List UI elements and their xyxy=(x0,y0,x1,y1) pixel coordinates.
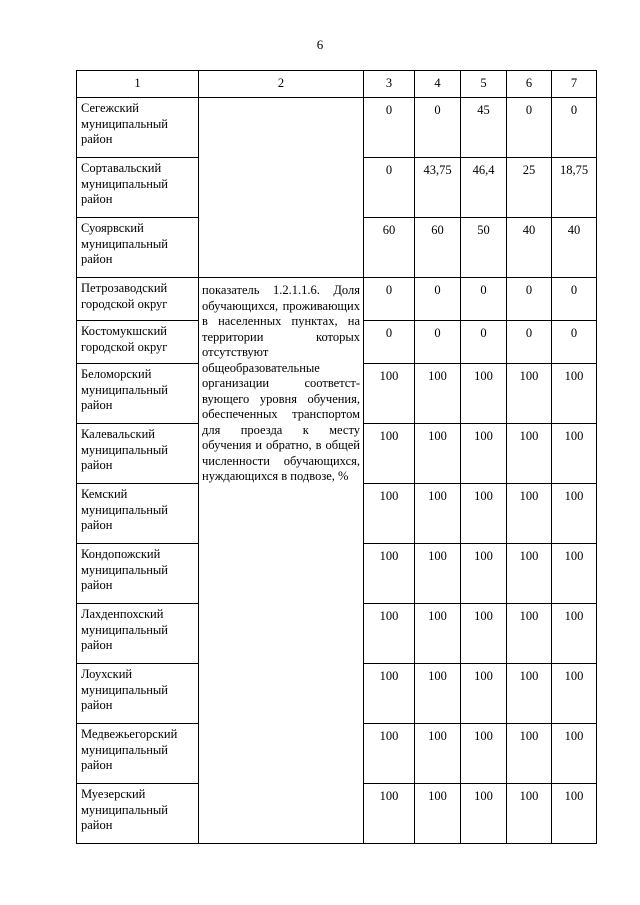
value-cell: 100 xyxy=(552,364,597,424)
value-cell: 0 xyxy=(461,278,507,321)
value-cell: 25 xyxy=(507,158,552,218)
table-row xyxy=(77,98,597,158)
value-cell: 100 xyxy=(364,604,415,664)
value-cell: 60 xyxy=(364,218,415,278)
value-cell: 100 xyxy=(461,664,507,724)
value-cell: 46,4 xyxy=(461,158,507,218)
value-cell: 100 xyxy=(552,484,597,544)
value-cell: 43,75 xyxy=(415,158,461,218)
table-row xyxy=(77,278,597,321)
region-name-cell: Сегежский муниципальный район xyxy=(77,98,199,158)
region-name-cell: Медвежьегорский муниципальный район xyxy=(77,724,199,784)
value-cell: 100 xyxy=(552,544,597,604)
value-cell: 100 xyxy=(507,424,552,484)
value-cell: 100 xyxy=(552,424,597,484)
page-number: 6 xyxy=(316,37,324,52)
value-cell: 100 xyxy=(552,724,597,784)
value-cell: 100 xyxy=(507,364,552,424)
value-cell: 40 xyxy=(507,218,552,278)
value-cell: 100 xyxy=(415,724,461,784)
value-cell: 100 xyxy=(415,424,461,484)
region-name-cell: Костомукшский городской округ xyxy=(77,321,199,364)
value-cell: 18,75 xyxy=(552,158,597,218)
value-cell: 0 xyxy=(364,278,415,321)
value-cell: 0 xyxy=(552,278,597,321)
column-header: 7 xyxy=(552,71,597,98)
value-cell: 100 xyxy=(364,364,415,424)
column-header: 4 xyxy=(415,71,461,98)
value-cell: 100 xyxy=(507,484,552,544)
value-cell: 100 xyxy=(461,364,507,424)
value-cell: 100 xyxy=(364,424,415,484)
table-header-row xyxy=(77,71,597,98)
value-cell: 50 xyxy=(461,218,507,278)
value-cell: 0 xyxy=(507,321,552,364)
value-cell: 0 xyxy=(415,278,461,321)
value-cell: 100 xyxy=(552,604,597,664)
value-cell: 0 xyxy=(364,321,415,364)
column-header: 1 xyxy=(77,71,199,98)
value-cell: 0 xyxy=(552,98,597,158)
column-header: 3 xyxy=(364,71,415,98)
region-name-cell: Лахденпохский муниципальный район xyxy=(77,604,199,664)
value-cell: 100 xyxy=(507,784,552,844)
value-cell: 0 xyxy=(461,321,507,364)
value-cell: 0 xyxy=(415,98,461,158)
value-cell: 100 xyxy=(507,544,552,604)
value-cell: 100 xyxy=(364,664,415,724)
value-cell: 100 xyxy=(552,784,597,844)
region-name-cell: Кондопожский муниципальный район xyxy=(77,544,199,604)
value-cell: 100 xyxy=(507,664,552,724)
value-cell: 100 xyxy=(415,784,461,844)
value-cell: 100 xyxy=(461,784,507,844)
value-cell: 100 xyxy=(461,484,507,544)
value-cell: 100 xyxy=(364,724,415,784)
value-cell: 100 xyxy=(364,484,415,544)
value-cell: 0 xyxy=(415,321,461,364)
region-name-cell: Суоярвский муниципальный район xyxy=(77,218,199,278)
indicator-description-cell: показатель 1.2.1.1.6. Доля обучающихся, проживающих в населенных пунктах, на территории которых отсутствуют общеобразовательные организации соответствующего уровня обучения, обеспеченных транспортом для проезда к месту обучения и обратно, в общей численности обучающихся, нуждающихся в подвозе, % xyxy=(199,278,364,844)
value-cell: 100 xyxy=(461,424,507,484)
value-cell: 0 xyxy=(364,98,415,158)
value-cell: 45 xyxy=(461,98,507,158)
value-cell: 100 xyxy=(415,484,461,544)
value-cell: 0 xyxy=(364,158,415,218)
region-name-cell: Сортавальский муниципальный район xyxy=(77,158,199,218)
column-header: 6 xyxy=(507,71,552,98)
value-cell: 100 xyxy=(461,544,507,604)
value-cell: 100 xyxy=(461,724,507,784)
value-cell: 0 xyxy=(507,98,552,158)
region-name-cell: Муезерский муниципальный район xyxy=(77,784,199,844)
value-cell: 100 xyxy=(364,784,415,844)
value-cell: 100 xyxy=(415,364,461,424)
value-cell: 0 xyxy=(552,321,597,364)
value-cell: 100 xyxy=(415,544,461,604)
value-cell: 60 xyxy=(415,218,461,278)
region-name-cell: Калевальский муниципальный район xyxy=(77,424,199,484)
value-cell: 40 xyxy=(552,218,597,278)
column-header: 5 xyxy=(461,71,507,98)
value-cell: 100 xyxy=(461,604,507,664)
region-name-cell: Беломорский муниципальный район xyxy=(77,364,199,424)
value-cell: 0 xyxy=(507,278,552,321)
value-cell: 100 xyxy=(415,604,461,664)
column-header: 2 xyxy=(199,71,364,98)
value-cell: 100 xyxy=(552,664,597,724)
region-name-cell: Кемский муниципальный район xyxy=(77,484,199,544)
empty-indicator-cell xyxy=(199,98,364,278)
value-cell: 100 xyxy=(415,664,461,724)
value-cell: 100 xyxy=(507,724,552,784)
region-name-cell: Лоухский муниципальный район xyxy=(77,664,199,724)
indicator-table xyxy=(76,70,597,844)
region-name-cell: Петрозаводский городской округ xyxy=(77,278,199,321)
value-cell: 100 xyxy=(364,544,415,604)
value-cell: 100 xyxy=(507,604,552,664)
